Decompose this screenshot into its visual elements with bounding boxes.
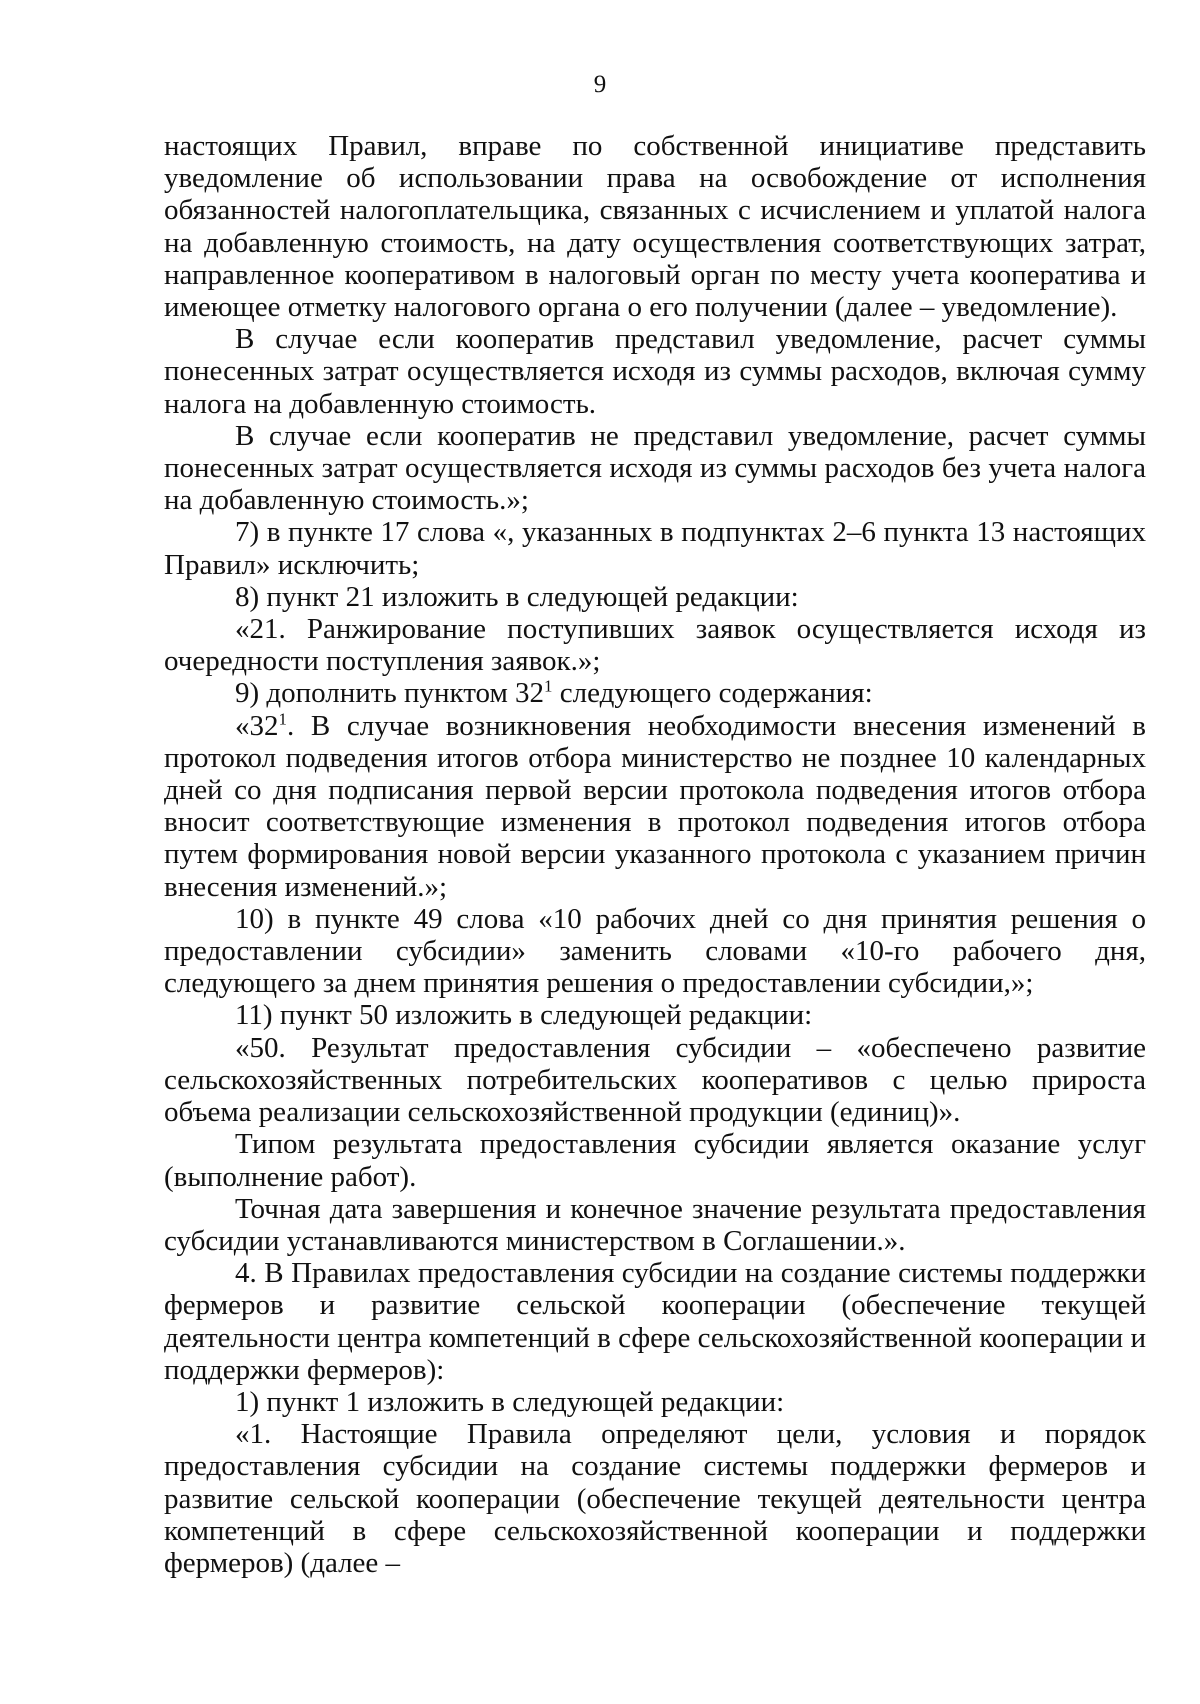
- paragraph: [164, 677, 1146, 709]
- paragraph: [164, 710, 1146, 903]
- paragraph-text-before: 9) дополнить пунктом 32: [235, 677, 545, 710]
- paragraph: В случае если кооператив представил уведомление, расчет суммы понесенных затрат осуществляется исходя из суммы расходов, включая сумму налога на добавленную стоимость.: [164, 323, 1146, 420]
- paragraph: 8) пункт 21 изложить в следующей редакции:: [235, 580, 799, 613]
- paragraph-text-before: «32: [235, 709, 279, 742]
- paragraph: «1. Настоящие Правила определяют цели, условия и порядок предоставления субсидии на создание системы поддержки фермеров и развитие сельской кооперации (обеспечение текущей деятельности центра компетенций в сфере сельскохозяйственной кооперации и поддержки фермеров) (далее –: [164, 1418, 1146, 1579]
- paragraph-text-after: следующего содержания:: [552, 677, 873, 710]
- paragraph-continuation: настоящих Правил, вправе по собственной инициативе представить уведомление об использовании права на освобождение от исполнения обязанностей налогоплательщика, связанных с исчислением и уплатой налога на добавленную стоимость, на дату осуществления соответствующих затрат, направленное кооперативом в налоговый орган по месту учета кооператива и имеющее отметку налогового органа о его получении (далее – уведомление).: [164, 130, 1146, 324]
- superscript-index: 1: [544, 676, 553, 696]
- paragraph: Типом результата предоставления субсидии является оказание услуг (выполнение работ).: [164, 1128, 1146, 1193]
- paragraph: 4. В Правилах предоставления субсидии на создание системы поддержки фермеров и развитие сельской кооперации (обеспечение текущей деятельности центра компетенций в сфере сельскохозяйственной кооперации и поддержки фермеров):: [164, 1257, 1146, 1386]
- paragraph: 7) в пункте 17 слова «, указанных в подпунктах 2–6 пункта 13 настоящих Правил» исключить;: [164, 516, 1146, 581]
- paragraph: 1) пункт 1 изложить в следующей редакции:: [235, 1385, 785, 1418]
- page-number: 9: [593, 71, 607, 98]
- document-body: [164, 130, 1146, 1579]
- paragraph: 10) в пункте 49 слова «10 рабочих дней со дня принятия решения о предоставлении субсидии» заменить словами «10-го рабочего дня, следующего за днем принятия решения о предоставлении субсидии,»;: [164, 902, 1146, 1000]
- paragraph: Точная дата завершения и конечное значение результата предоставления субсидии устанавливаются министерством в Соглашении.».: [164, 1192, 1146, 1257]
- paragraph: 11) пункт 50 изложить в следующей редакции:: [235, 999, 813, 1032]
- superscript-index: 1: [278, 709, 287, 728]
- paragraph: «50. Результат предоставления субсидии – «обеспечено развитие сельскохозяйственных потребительских кооперативов с целью прироста объема реализации сельскохозяйственной продукции (единиц)».: [164, 1031, 1146, 1129]
- paragraph-text-after: . В случае возникновения необходимости внесения изменений в протокол подведения итогов отбора министерство не позднее 10 календарных дней со дня подписания первой версии протокола подведения итогов отбора вносит соответствующие изменения в протокол подведения итогов отбора путем формирования новой версии указанного протокола с указанием причин внесения изменений.»;: [164, 709, 1146, 903]
- paragraph: В случае если кооператив не представил уведомление, расчет суммы понесенных затрат осуществляется исходя из суммы расходов без учета налога на добавленную стоимость.»;: [164, 419, 1146, 517]
- paragraph: «21. Ранжирование поступивших заявок осуществляется исходя из очередности поступления заявок.»;: [164, 613, 1146, 678]
